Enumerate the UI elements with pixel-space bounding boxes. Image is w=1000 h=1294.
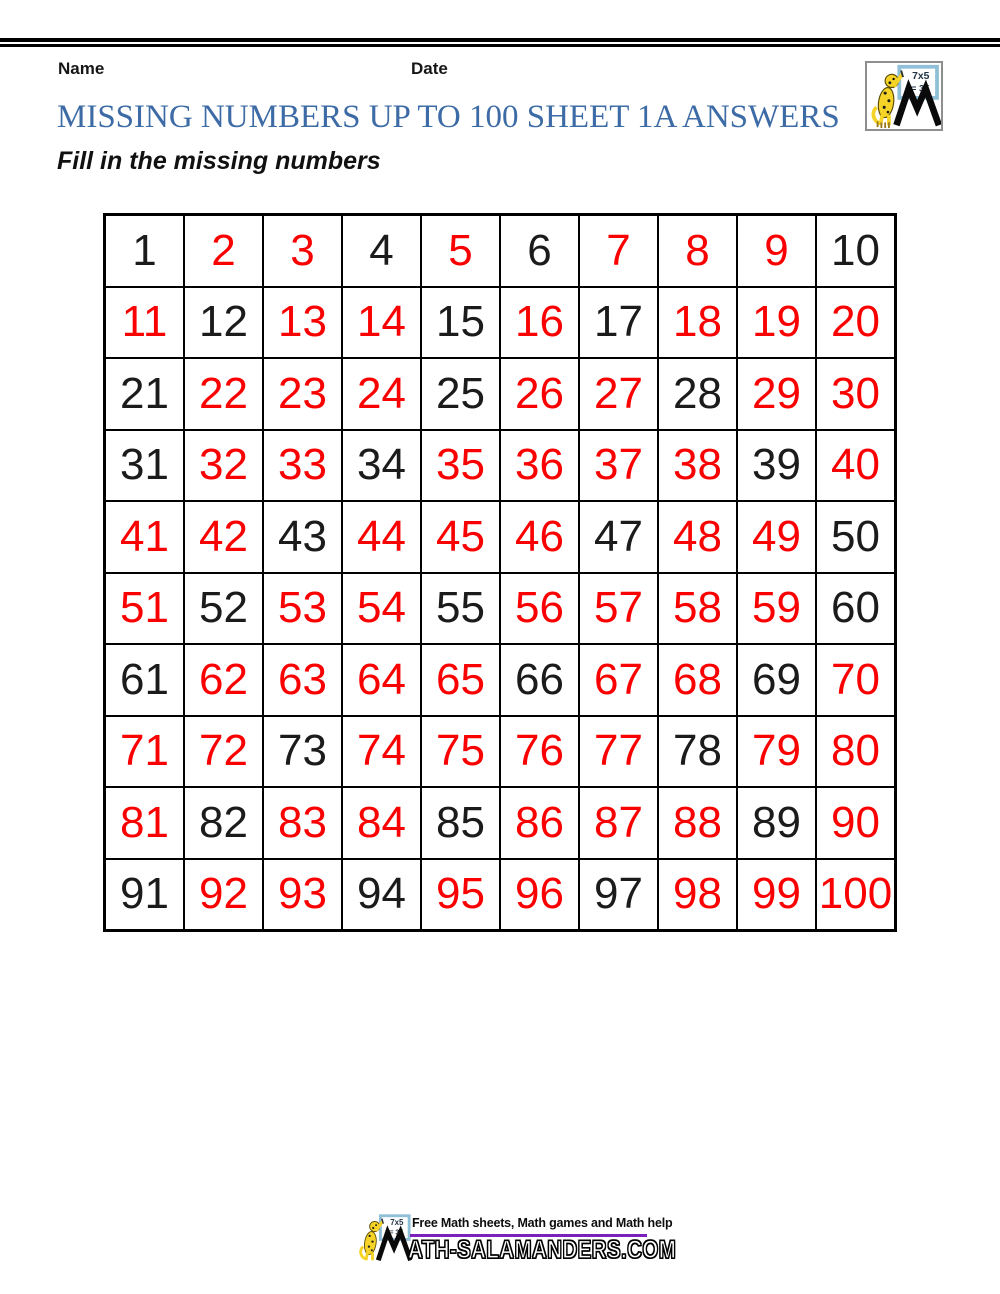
grid-cell-13: 13 xyxy=(264,288,341,358)
grid-cell-66: 66 xyxy=(501,645,578,715)
math-salamanders-corner-logo xyxy=(865,61,943,131)
salamander-logo-icon xyxy=(867,63,941,129)
grid-cell-93: 93 xyxy=(264,860,341,930)
grid-cell-70: 70 xyxy=(817,645,894,715)
grid-cell-46: 46 xyxy=(501,502,578,572)
grid-cell-16: 16 xyxy=(501,288,578,358)
grid-cell-59: 59 xyxy=(738,574,815,644)
grid-cell-48: 48 xyxy=(659,502,736,572)
grid-cell-80: 80 xyxy=(817,717,894,787)
footer-board-equation-bottom: = 35 xyxy=(389,1228,404,1237)
grid-cell-25: 25 xyxy=(422,359,499,429)
grid-cell-98: 98 xyxy=(659,860,736,930)
name-field-label: Name xyxy=(58,59,105,78)
grid-cell-74: 74 xyxy=(343,717,420,787)
grid-cell-50: 50 xyxy=(817,502,894,572)
grid-cell-45: 45 xyxy=(422,502,499,572)
grid-cell-56: 56 xyxy=(501,574,578,644)
grid-cell-99: 99 xyxy=(738,860,815,930)
grid-cell-22: 22 xyxy=(185,359,262,429)
grid-cell-19: 19 xyxy=(738,288,815,358)
grid-cell-12: 12 xyxy=(185,288,262,358)
grid-cell-27: 27 xyxy=(580,359,657,429)
grid-cell-2: 2 xyxy=(185,216,262,286)
footer-brand-block xyxy=(356,1209,676,1271)
grid-cell-68: 68 xyxy=(659,645,736,715)
grid-cell-52: 52 xyxy=(185,574,262,644)
grid-cell-21: 21 xyxy=(106,359,183,429)
grid-cell-61: 61 xyxy=(106,645,183,715)
footer-site-wordmark: ATH-SALAMANDERS.COM xyxy=(408,1236,677,1264)
grid-cell-73: 73 xyxy=(264,717,341,787)
grid-cell-32: 32 xyxy=(185,431,262,501)
grid-cell-94: 94 xyxy=(343,860,420,930)
grid-cell-97: 97 xyxy=(580,860,657,930)
grid-cell-14: 14 xyxy=(343,288,420,358)
grid-cell-5: 5 xyxy=(422,216,499,286)
grid-cell-11: 11 xyxy=(106,288,183,358)
grid-cell-57: 57 xyxy=(580,574,657,644)
grid-cell-65: 65 xyxy=(422,645,499,715)
grid-cell-1: 1 xyxy=(106,216,183,286)
grid-cell-49: 49 xyxy=(738,502,815,572)
grid-cell-92: 92 xyxy=(185,860,262,930)
board-equation-bottom: = 35 xyxy=(910,82,930,94)
grid-cell-24: 24 xyxy=(343,359,420,429)
grid-cell-20: 20 xyxy=(817,288,894,358)
grid-cell-18: 18 xyxy=(659,288,736,358)
grid-cell-34: 34 xyxy=(343,431,420,501)
footer-salamander-icon xyxy=(356,1209,412,1267)
grid-cell-62: 62 xyxy=(185,645,262,715)
grid-cell-95: 95 xyxy=(422,860,499,930)
grid-cell-37: 37 xyxy=(580,431,657,501)
footer-tagline: Free Math sheets, Math games and Math help xyxy=(412,1216,673,1230)
date-field-label: Date xyxy=(411,59,448,78)
grid-cell-100: 100 xyxy=(817,860,894,930)
grid-cell-96: 96 xyxy=(501,860,578,930)
grid-cell-7: 7 xyxy=(580,216,657,286)
grid-cell-79: 79 xyxy=(738,717,815,787)
grid-cell-33: 33 xyxy=(264,431,341,501)
board-equation-top: 7x5 xyxy=(912,71,930,83)
grid-cell-29: 29 xyxy=(738,359,815,429)
grid-cell-38: 38 xyxy=(659,431,736,501)
top-divider-rule xyxy=(0,38,1000,47)
grid-cell-51: 51 xyxy=(106,574,183,644)
grid-cell-28: 28 xyxy=(659,359,736,429)
grid-cell-82: 82 xyxy=(185,788,262,858)
grid-cell-64: 64 xyxy=(343,645,420,715)
grid-cell-72: 72 xyxy=(185,717,262,787)
grid-cell-76: 76 xyxy=(501,717,578,787)
grid-cell-10: 10 xyxy=(817,216,894,286)
grid-cell-44: 44 xyxy=(343,502,420,572)
grid-cell-4: 4 xyxy=(343,216,420,286)
grid-cell-39: 39 xyxy=(738,431,815,501)
number-grid xyxy=(103,213,897,932)
page-instruction: Fill in the missing numbers xyxy=(57,147,381,175)
grid-cell-8: 8 xyxy=(659,216,736,286)
grid-cell-63: 63 xyxy=(264,645,341,715)
grid-cell-58: 58 xyxy=(659,574,736,644)
grid-cell-40: 40 xyxy=(817,431,894,501)
grid-cell-88: 88 xyxy=(659,788,736,858)
grid-cell-23: 23 xyxy=(264,359,341,429)
grid-cell-47: 47 xyxy=(580,502,657,572)
grid-cell-35: 35 xyxy=(422,431,499,501)
grid-cell-75: 75 xyxy=(422,717,499,787)
grid-cell-36: 36 xyxy=(501,431,578,501)
grid-cell-3: 3 xyxy=(264,216,341,286)
grid-cell-90: 90 xyxy=(817,788,894,858)
grid-cell-67: 67 xyxy=(580,645,657,715)
grid-cell-87: 87 xyxy=(580,788,657,858)
grid-cell-15: 15 xyxy=(422,288,499,358)
grid-cell-69: 69 xyxy=(738,645,815,715)
grid-cell-17: 17 xyxy=(580,288,657,358)
grid-cell-91: 91 xyxy=(106,860,183,930)
grid-cell-30: 30 xyxy=(817,359,894,429)
grid-cell-86: 86 xyxy=(501,788,578,858)
grid-cell-78: 78 xyxy=(659,717,736,787)
grid-cell-6: 6 xyxy=(501,216,578,286)
grid-cell-43: 43 xyxy=(264,502,341,572)
page-title: MISSING NUMBERS UP TO 100 SHEET 1A ANSWERS xyxy=(57,99,840,135)
grid-cell-54: 54 xyxy=(343,574,420,644)
grid-cell-85: 85 xyxy=(422,788,499,858)
grid-cell-9: 9 xyxy=(738,216,815,286)
grid-cell-77: 77 xyxy=(580,717,657,787)
grid-cell-41: 41 xyxy=(106,502,183,572)
grid-cell-81: 81 xyxy=(106,788,183,858)
grid-cell-53: 53 xyxy=(264,574,341,644)
grid-cell-83: 83 xyxy=(264,788,341,858)
grid-cell-60: 60 xyxy=(817,574,894,644)
grid-cell-89: 89 xyxy=(738,788,815,858)
grid-cell-55: 55 xyxy=(422,574,499,644)
grid-cell-26: 26 xyxy=(501,359,578,429)
grid-cell-84: 84 xyxy=(343,788,420,858)
footer-board-equation-top: 7x5 xyxy=(390,1218,404,1228)
grid-cell-71: 71 xyxy=(106,717,183,787)
grid-cell-42: 42 xyxy=(185,502,262,572)
grid-cell-31: 31 xyxy=(106,431,183,501)
